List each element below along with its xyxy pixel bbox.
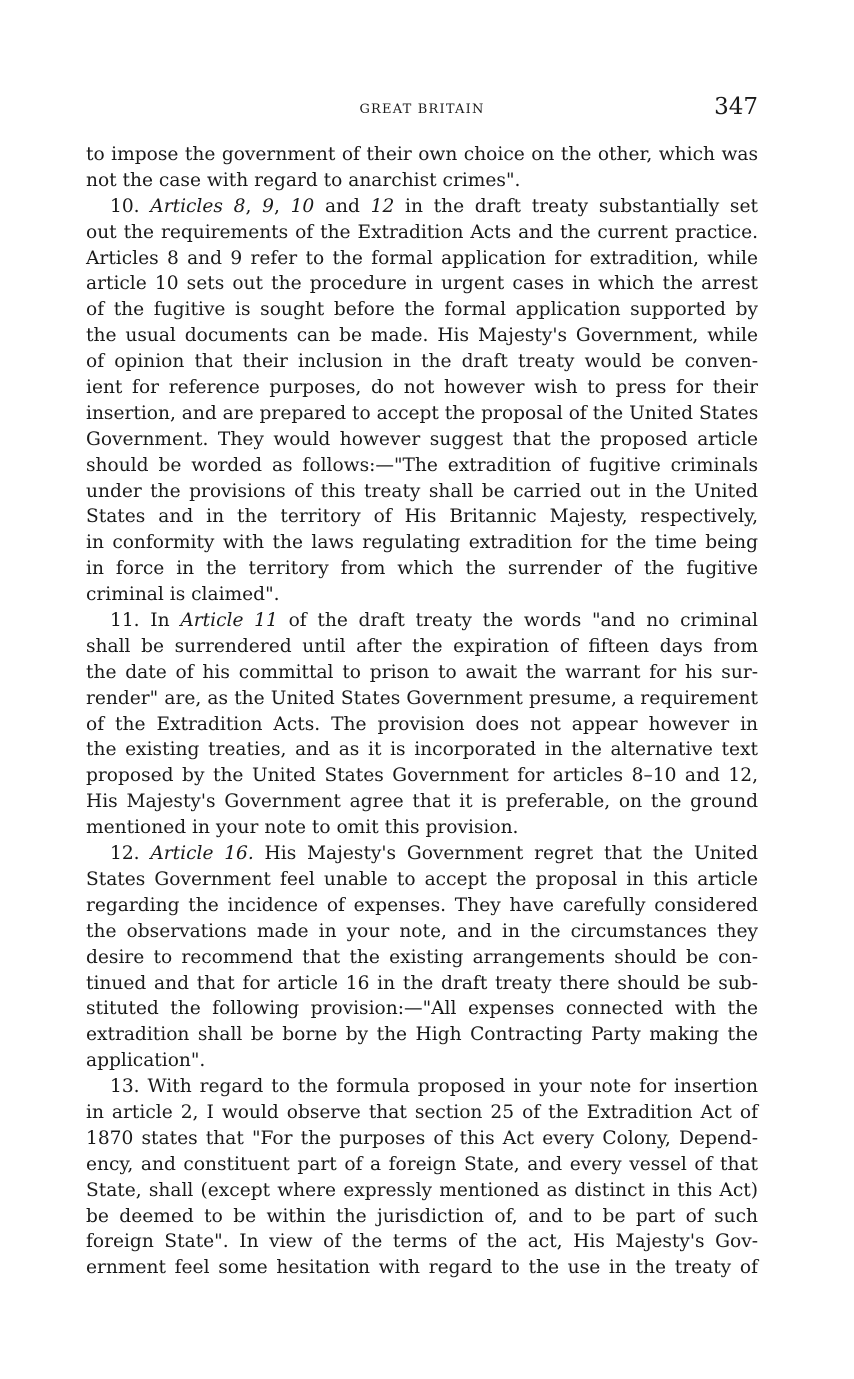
- text-line: shall be surrendered until after the expiration of fifteen days from: [86, 635, 758, 657]
- text-line: be deemed to be within the jurisdiction of, and to be part of such: [86, 1205, 758, 1227]
- text-line: of the Extradition Acts. The provision does not appear however in: [86, 713, 758, 735]
- running-title: GREAT BRITAIN: [359, 102, 485, 117]
- paragraph-10-first-line: [86, 194, 758, 220]
- text-line: the usual documents can be made. His Majesty's Government, while: [86, 325, 758, 347]
- text-line: desire to recommend that the existing arrangements should be con-: [86, 946, 758, 968]
- text-line: to impose the government of their own choice on the other, which was: [86, 144, 758, 165]
- text-line: insertion, and are prepared to accept the proposal of the United States: [86, 402, 759, 424]
- document-page: [86, 0, 758, 1379]
- text-line: Articles 8 and 9 refer to the formal application for extradition, while: [86, 247, 758, 269]
- comma: ,: [245, 195, 252, 217]
- text-line: render" are, as the United States Government presume, a requirement: [86, 687, 758, 709]
- text-line: foreign State". In view of the terms of the act, His Majesty's Gov-: [86, 1231, 758, 1253]
- text-line: Government. They would however suggest that the proposed article: [86, 428, 758, 450]
- text-line: State, shall (except where expressly mentioned as distinct in this Act): [86, 1179, 758, 1201]
- text-line: under the provisions of this treaty shall be carried out in the United: [86, 480, 758, 502]
- paragraph-number: 12.: [110, 843, 140, 865]
- paragraph-12-first-line: [86, 841, 758, 867]
- text-line: extradition shall be borne by the High Contracting Party making the: [86, 1024, 758, 1046]
- comma: ,: [273, 195, 280, 217]
- text-line: tinued and that for article 16 in the draft treaty there should be sub-: [86, 972, 758, 994]
- conjunction: and: [324, 195, 360, 217]
- text-line: of opinion that their inclusion in the draft treaty would be conven-: [86, 351, 758, 373]
- text-line: 1870 states that "For the purposes of this Act every Colony, Depend-: [86, 1127, 758, 1149]
- text-line: proposed by the United States Government for articles 8–10 and 12,: [86, 765, 758, 787]
- text-line: should be worded as follows:—"The extradition of fugitive criminals: [86, 454, 758, 476]
- article-ref: 12: [370, 195, 395, 217]
- text-line: not the case with regard to anarchist crimes".: [86, 169, 521, 191]
- running-header: [86, 94, 758, 124]
- line-rest: His Majesty's Government regret that the United: [264, 843, 758, 865]
- text-line: of the fugitive is sought before the formal application supported by: [86, 299, 758, 321]
- paragraph-11-first-line: [86, 608, 758, 634]
- text-line: regarding the incidence of expenses. They have carefully considered: [86, 894, 758, 916]
- text-line: criminal is claimed".: [86, 584, 280, 606]
- article-ref: 8: [233, 195, 246, 217]
- text-line: mentioned in your note to omit this provision.: [86, 817, 519, 839]
- text-line: application".: [86, 1050, 206, 1072]
- article-ref: Articles: [150, 195, 223, 217]
- body-text: [86, 142, 758, 1281]
- text-line: the date of his committal to prison to await the warrant for his sur-: [86, 661, 758, 683]
- article-ref: Article 11: [180, 610, 278, 632]
- line-rest: in the draft treaty substantially set: [405, 195, 758, 217]
- text-line: in conformity with the laws regulating extradition for the time being: [86, 532, 758, 554]
- paragraph-number: 10.: [110, 195, 140, 217]
- line-rest: of the draft treaty the words "and no criminal: [288, 610, 758, 632]
- text-line: ency, and constituent part of a foreign State, and every vessel of that: [86, 1153, 758, 1175]
- paragraph-number: 11. In: [110, 610, 170, 632]
- text-line: the observations made in your note, and in the circumstances they: [86, 920, 758, 942]
- page-number: 347: [714, 94, 758, 120]
- text-line: article 10 sets out the procedure in urgent cases in which the arrest: [86, 273, 758, 295]
- text-line: in force in the territory from which the surrender of the fugitive: [86, 558, 758, 580]
- text-line: the existing treaties, and as it is incorporated in the alternative text: [86, 739, 758, 761]
- text-line: His Majesty's Government agree that it is preferable, on the ground: [86, 791, 758, 813]
- text-line: ernment feel some hesitation with regard to the use in the treaty of: [86, 1257, 758, 1279]
- text-line: States and in the territory of His Britannic Majesty, respectively,: [86, 506, 758, 528]
- text-line: in article 2, I would observe that section 25 of the Extradition Act of: [86, 1101, 758, 1123]
- text-line: ient for reference purposes, do not however wish to press for their: [86, 377, 758, 399]
- article-ref: 9: [262, 195, 274, 217]
- article-ref: 10: [290, 195, 315, 217]
- paragraph-13-first-line: 13. With regard to the formula proposed in your note for insertion: [110, 1076, 758, 1098]
- article-ref: Article 16.: [150, 843, 254, 865]
- text-line: out the requirements of the Extradition Acts and the current practice.: [86, 221, 758, 243]
- text-line: stituted the following provision:—"All expenses connected with the: [86, 998, 758, 1020]
- text-line: States Government feel unable to accept the proposal in this article: [86, 868, 758, 890]
